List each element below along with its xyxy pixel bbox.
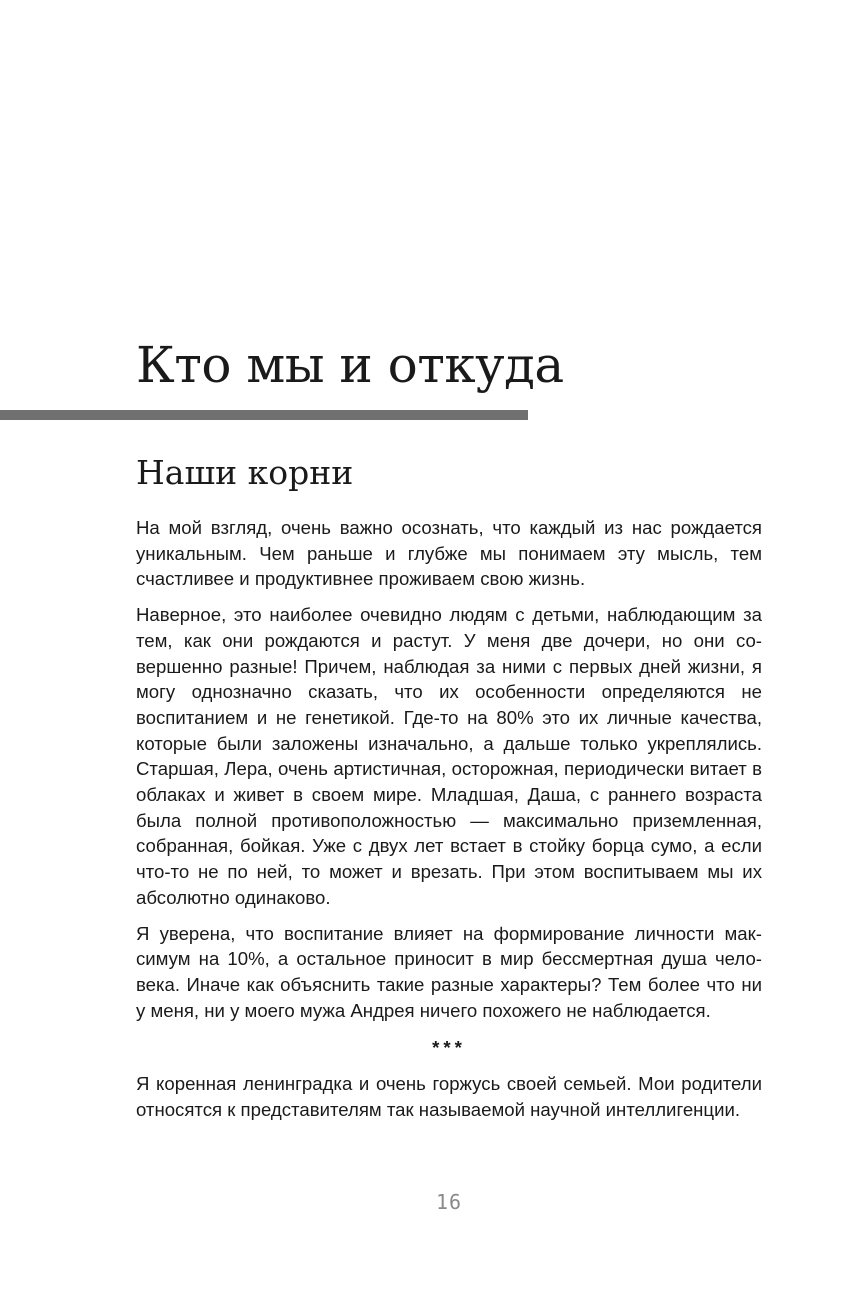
section-separator: *** <box>432 1037 466 1059</box>
chapter-title: Кто мы и откуда <box>136 336 564 394</box>
title-divider <box>0 410 528 420</box>
paragraph: Я уверена, что воспитание влияет на формирование личности максимум на 10%, а остальное приносит в мир бессмертная душа человека. Иначе как объяснить такие разные характеры? Тем более что ни у меня, ни у моего мужа Андрея ничего похожего не наблюдается. <box>136 922 762 1021</box>
body-text <box>136 515 762 1132</box>
section-title: Наши корни <box>136 453 354 492</box>
page-number: 16 <box>435 1190 463 1214</box>
paragraph: Наверное, это наиболее очевидно людям с детьми, наблюдающим за тем, как они рождаются и растут. У меня две дочери, но они совершенно разные! Причем, наблюдая за ними с первых дней жизни, я могу однозначно сказать, что их особенности определяются не воспитанием и не генетикой. Где-то на 80% это их личные качества, которые были заложены изначально, а дальше только укреплялись. Старшая, Лера, очень артистичная, осторожная, периодически витает в облаках и живет в своем мире. Младшая, Даша, с раннего возраста была полной противоположностью — максимально приземленная, собранная, бойкая. Уже с двух лет встает в стойку борца сумо, а если что-то не по ней, то может и врезать. При этом воспитываем мы их абсолютно одинаково. <box>136 604 762 908</box>
paragraph: На мой взгляд, очень важно осознать, что каждый из нас рождается уникальным. Чем раньше и глубже мы понимаем эту мысль, тем счастливее и продуктивнее проживаем свою жизнь. <box>136 517 762 590</box>
paragraph: Я коренная ленинградка и очень горжусь своей семьей. Мои родители относятся к представителям так называемой научной интеллигенции. <box>136 1073 762 1120</box>
